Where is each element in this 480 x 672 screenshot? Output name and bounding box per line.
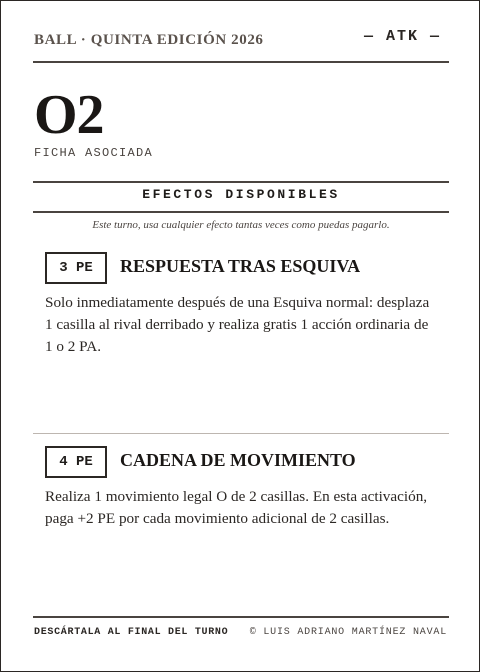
effect-cost-badge: 3 PE [45,252,107,284]
section-title: EFECTOS DISPONIBLES [142,187,340,202]
card-subtitle: FICHA ASOCIADA [34,146,154,160]
effect-name: RESPUESTA TRAS ESQUIVA [120,256,361,276]
section-bottom-divider [33,211,449,213]
card-code: O2 [34,84,104,146]
effect-description: Solo inmediatamente después de una Esquiva normal: desplaza 1 casilla al rival derribado y realiza gratis 1 acción ordinaria de 1 o 2 PA. [45,294,430,355]
card-header [33,28,449,55]
header-divider [33,61,449,63]
footer-divider [33,616,449,618]
effect-description: Realiza 1 movimiento legal O de 2 casillas. En esta activación, paga +2 PE por cada movimiento adicional de 2 casillas. [45,488,428,527]
section-note: Este turno, usa cualquier efecto tantas veces como puedas pagarlo. [92,219,390,231]
edition-label: BALL · QUINTA EDICIÓN 2026 [34,32,264,48]
effect-cost-badge: 4 PE [45,446,107,478]
footer-discard-note: DESCÁRTALA AL FINAL DEL TURNO [34,627,229,638]
section-top-divider [33,181,449,183]
footer-copyright: © LUIS ADRIANO MARTÍNEZ NAVAL [249,627,447,638]
card-type-tag: — ATK — [363,28,441,45]
effect-name: CADENA DE MOVIMIENTO [120,450,356,470]
effect-divider [33,433,449,434]
